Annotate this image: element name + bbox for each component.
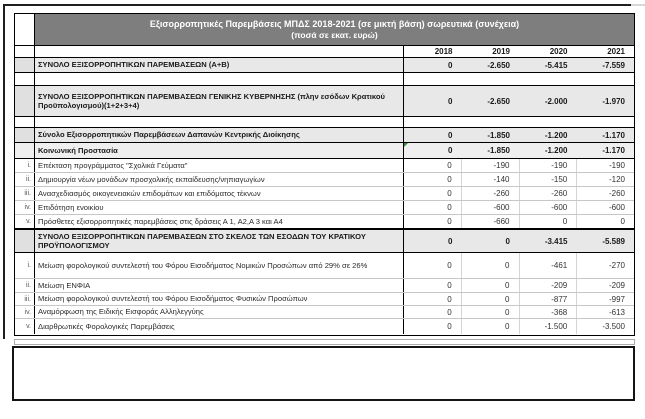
value-cell: -997 xyxy=(576,293,634,305)
row-index: ii. xyxy=(15,173,35,186)
value-cell: 0 xyxy=(448,146,453,155)
value-cell: -209 xyxy=(576,279,634,292)
value-cell: -150 xyxy=(519,173,577,186)
value-cell: 0 xyxy=(448,130,453,140)
empty-strip xyxy=(14,339,635,345)
table-row xyxy=(15,293,634,306)
row-index xyxy=(15,230,35,252)
title-left-gutter xyxy=(15,14,35,45)
value-cell: 0 xyxy=(461,279,519,292)
row-index xyxy=(15,58,35,72)
value-cell: -1.500 xyxy=(519,319,577,334)
table-row xyxy=(15,86,634,117)
row-index: iv. xyxy=(15,306,35,318)
value-cell: -660 xyxy=(461,215,519,228)
value-cell: -260 xyxy=(519,187,577,200)
value-cell: -260 xyxy=(461,187,519,200)
value-cell: -2.650 xyxy=(487,60,510,70)
row-label xyxy=(35,73,404,85)
value-cell: -140 xyxy=(461,173,519,186)
value-cell: -3.415 xyxy=(544,236,568,246)
header-gutter xyxy=(15,46,35,57)
year-header-row xyxy=(15,46,634,58)
table-row xyxy=(15,173,634,187)
value-cell: 0 xyxy=(461,319,519,334)
table-row xyxy=(15,117,634,128)
value-cell: -190 xyxy=(576,159,634,172)
table-row xyxy=(15,187,634,201)
row-label: ΣΥΝΟΛΟ ΕΞΙΣΟΡΡΟΠΗΤΙΚΩΝ ΠΑΡΕΜΒΑΣΕΩΝ (Α+Β) xyxy=(35,58,404,72)
year-column-header: 2021 xyxy=(607,47,625,56)
table-title-bar xyxy=(35,14,634,45)
value-cell: -600 xyxy=(576,201,634,214)
row-label: Σύνολο Εξισορροπητικών Παρεμβάσεων Δαπανών Κεντρικής Διοίκησης xyxy=(35,128,404,142)
year-column-header: 2018 xyxy=(434,47,453,56)
value-cell: -190 xyxy=(519,159,577,172)
value-cell: 0 xyxy=(505,236,510,246)
value-cell: -2.000 xyxy=(544,96,568,106)
value-cell: 0 xyxy=(447,203,452,212)
value-cell: 0 xyxy=(448,60,453,70)
year-column-header: 2020 xyxy=(549,47,568,56)
fiscal-interventions-table xyxy=(14,13,635,336)
value-cell: -368 xyxy=(519,306,577,318)
row-index xyxy=(15,143,35,158)
row-label: Ανασχεδιασμός οικογενειακών επιδομάτων και επιδόματος τέκνων xyxy=(35,187,404,200)
row-index: v. xyxy=(15,319,35,334)
row-index: i. xyxy=(15,253,35,278)
table-row xyxy=(15,159,634,173)
row-index: iii. xyxy=(15,293,35,305)
row-label: Μείωση ΕΝΦΙΑ xyxy=(35,279,404,292)
row-label: Δημιουργία νέων μονάδων προσχολικής εκπαίδευσης/νηπιαγωγίων xyxy=(35,173,404,186)
table-row xyxy=(15,230,634,253)
value-cell: -1.170 xyxy=(602,146,625,155)
value-cell: -613 xyxy=(576,306,634,318)
table-row xyxy=(15,306,634,319)
value-cell: -1.200 xyxy=(544,146,568,155)
row-label: Μείωση φορολογικού συντελεστή του Φόρου Εισοδήματος Φυσικών Προσώπων xyxy=(35,293,404,305)
table-row xyxy=(15,58,634,73)
value-cell: 0 xyxy=(447,261,452,270)
table-row xyxy=(15,73,634,86)
row-label: Πρόσθετες εξισορροπητικές παρεμβάσεις στις δράσεις Α 1, Α2,Α 3 και Α4 xyxy=(35,215,404,228)
row-label: ΣΥΝΟΛΟ ΕΞΙΣΟΡΡΟΠΗΤΙΚΩΝ ΠΑΡΕΜΒΑΣΕΩΝ ΣΤΟ ΣΚΕΛΟΣ ΤΩΝ ΕΣΟΔΩΝ ΤΟΥ ΚΡΑΤΙΚΟΥ ΠΡΟΫΠΟΛΟΓΙΣΜΟΥ xyxy=(35,230,404,252)
table-row xyxy=(15,253,634,279)
value-cell: -260 xyxy=(576,187,634,200)
value-cell xyxy=(404,73,462,85)
row-index xyxy=(15,86,35,116)
value-cell: 0 xyxy=(447,189,452,198)
unit-note: (ποσά σε εκατ. ευρώ) xyxy=(291,30,378,40)
value-cell: 0 xyxy=(461,253,519,278)
value-cell xyxy=(519,117,577,127)
value-cell xyxy=(462,73,520,85)
row-label: Διαρθρωτικές Φορολογικές Παρεμβάσεις xyxy=(35,319,404,334)
row-index xyxy=(15,73,35,85)
table-row xyxy=(15,279,634,293)
value-cell xyxy=(404,117,462,127)
value-cell: -600 xyxy=(461,201,519,214)
value-cell: 0 xyxy=(461,293,519,305)
value-cell: 0 xyxy=(447,322,452,331)
row-index: iii. xyxy=(15,187,35,200)
value-cell: 0 xyxy=(576,215,634,228)
value-cell: 0 xyxy=(447,161,452,170)
value-cell: 0 xyxy=(448,236,453,246)
table-row xyxy=(15,143,634,159)
value-cell: -600 xyxy=(519,201,577,214)
table-title: Εξισορροπητικές Παρεμβάσεις ΜΠΔΣ 2018-2021 (σε μικτή βάση) σωρευτικά (συνέχεια) xyxy=(149,19,520,29)
value-cell xyxy=(577,73,635,85)
cell-flag-indicator xyxy=(404,143,408,147)
value-cell: -461 xyxy=(519,253,577,278)
row-label: Κοινωνική Προστασία xyxy=(35,143,404,158)
value-cell: 0 xyxy=(447,217,452,226)
value-cell: 0 xyxy=(447,307,452,317)
row-label xyxy=(35,117,404,127)
value-cell xyxy=(577,117,635,127)
value-cell: -1.850 xyxy=(487,130,510,140)
value-cell: -1.170 xyxy=(602,130,625,140)
row-label: Αναμόρφωση της Ειδικής Εισφοράς Αλληλεγγύης xyxy=(35,306,404,318)
value-cell: -120 xyxy=(576,173,634,186)
value-cell: -877 xyxy=(519,293,577,305)
row-index: iv. xyxy=(15,201,35,214)
value-cell: -270 xyxy=(576,253,634,278)
year-column-header: 2019 xyxy=(492,47,510,56)
value-cell: -5.589 xyxy=(602,236,625,246)
row-label: Επιδότηση ενοικίου xyxy=(35,201,404,214)
row-index xyxy=(15,128,35,142)
header-label-cell xyxy=(35,46,404,57)
value-cell: -7.559 xyxy=(602,60,625,70)
row-label: Μείωση φορολογικού συντελεστή του Φόρου Εισοδήματος Νομικών Προσώπων από 29% σε 26% xyxy=(35,253,404,278)
value-cell: -5.415 xyxy=(544,60,568,70)
row-label: Επέκταση προγράμματος "Σχολικά Γεύματα" xyxy=(35,159,404,172)
row-index: v. xyxy=(15,215,35,228)
value-cell: -1.200 xyxy=(544,130,568,140)
value-cell: 0 xyxy=(461,306,519,318)
table-row xyxy=(15,319,634,334)
page-frame-stub xyxy=(631,4,645,6)
empty-bottom-box xyxy=(12,346,635,401)
table-row xyxy=(15,215,634,230)
value-cell: -209 xyxy=(519,279,577,292)
value-cell: -1.850 xyxy=(487,146,510,155)
value-cell xyxy=(519,73,577,85)
table-row xyxy=(15,128,634,143)
value-cell: 0 xyxy=(447,281,452,290)
value-cell: 0 xyxy=(519,215,577,228)
value-cell: 0 xyxy=(447,294,452,304)
table-row xyxy=(15,201,634,215)
value-cell: 0 xyxy=(448,96,453,106)
row-label: ΣΥΝΟΛΟ ΕΞΙΣΟΡΡΟΠΗΤΙΚΩΝ ΠΑΡΕΜΒΑΣΕΩΝ ΓΕΝΙΚΗΣ ΚΥΒΕΡΝΗΣΗΣ (πλην εσόδων Κρατικού Προϋπολογισμού)(1+2+3+4) xyxy=(35,86,404,116)
table-title-row xyxy=(15,14,634,46)
value-cell: 0 xyxy=(447,175,452,184)
value-cell xyxy=(462,117,520,127)
value-cell: -190 xyxy=(461,159,519,172)
value-cell: -3.500 xyxy=(576,319,634,334)
row-index: i. xyxy=(15,159,35,172)
row-index xyxy=(15,117,35,127)
value-cell: -2.650 xyxy=(487,96,510,106)
value-cell: -1.970 xyxy=(602,96,625,106)
table-body xyxy=(15,58,634,334)
row-index: ii. xyxy=(15,279,35,292)
